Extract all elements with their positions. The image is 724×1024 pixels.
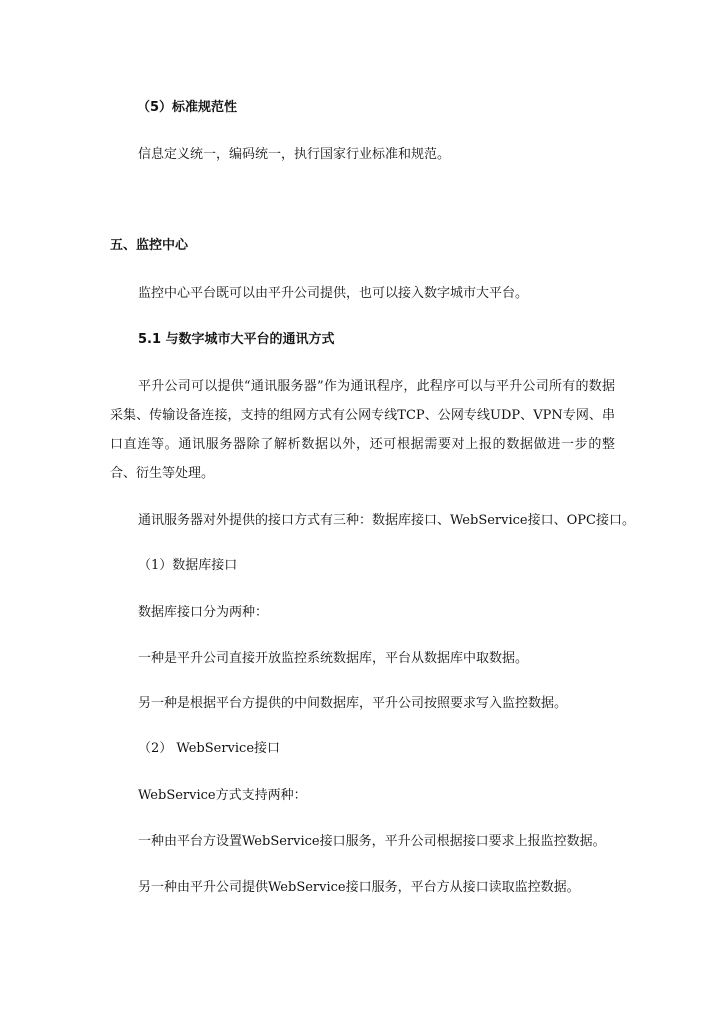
subheading-database-interface: （1）数据库接口	[138, 558, 238, 573]
subsection-heading-communication: 5.1 与数字城市大平台的通讯方式	[138, 332, 335, 347]
section-heading-standard: （5）标准规范性	[137, 100, 238, 115]
paragraph-webservice-summary: WebService方式支持两种：	[138, 788, 307, 803]
chapter-heading-monitoring-center: 五、监控中心	[110, 238, 189, 253]
paragraph-database-option-1: 一种是平升公司直接开放监控系统数据库，平台从数据库中取数据。	[138, 651, 529, 666]
paragraph-database-option-2: 另一种是根据平台方提供的中间数据库，平升公司按照要求写入监控数据。	[138, 696, 568, 711]
paragraph-database-summary: 数据库接口分为两种：	[138, 605, 269, 620]
paragraph-webservice-option-2: 另一种由平升公司提供WebService接口服务，平台方从接口读取监控数据。	[138, 880, 580, 895]
paragraph-communication-server: 平升公司可以提供“通讯服务器”作为通讯程序，此程序可以与平升公司所有的数据采集、传输设备连接，支持的组网方式有公网专线TCP、公网专线UDP、VPN专网、串口直连等。通讯服务器除了解析数据以外，还可根据需要对上报的数据做进一步的整合、衍生等处理。	[110, 379, 615, 481]
subheading-webservice-interface: （2） WebService接口	[138, 741, 281, 756]
paragraph-standard: 信息定义统一，编码统一，执行国家行业标准和规范。	[138, 147, 451, 162]
paragraph-interface-types: 通讯服务器对外提供的接口方式有三种：数据库接口、WebService接口、OPC接口。	[138, 513, 635, 528]
paragraph-monitoring-intro: 监控中心平台既可以由平升公司提供，也可以接入数字城市大平台。	[138, 286, 529, 301]
paragraph-webservice-option-1: 一种由平台方设置WebService接口服务，平升公司根据接口要求上报监控数据。	[138, 834, 606, 849]
